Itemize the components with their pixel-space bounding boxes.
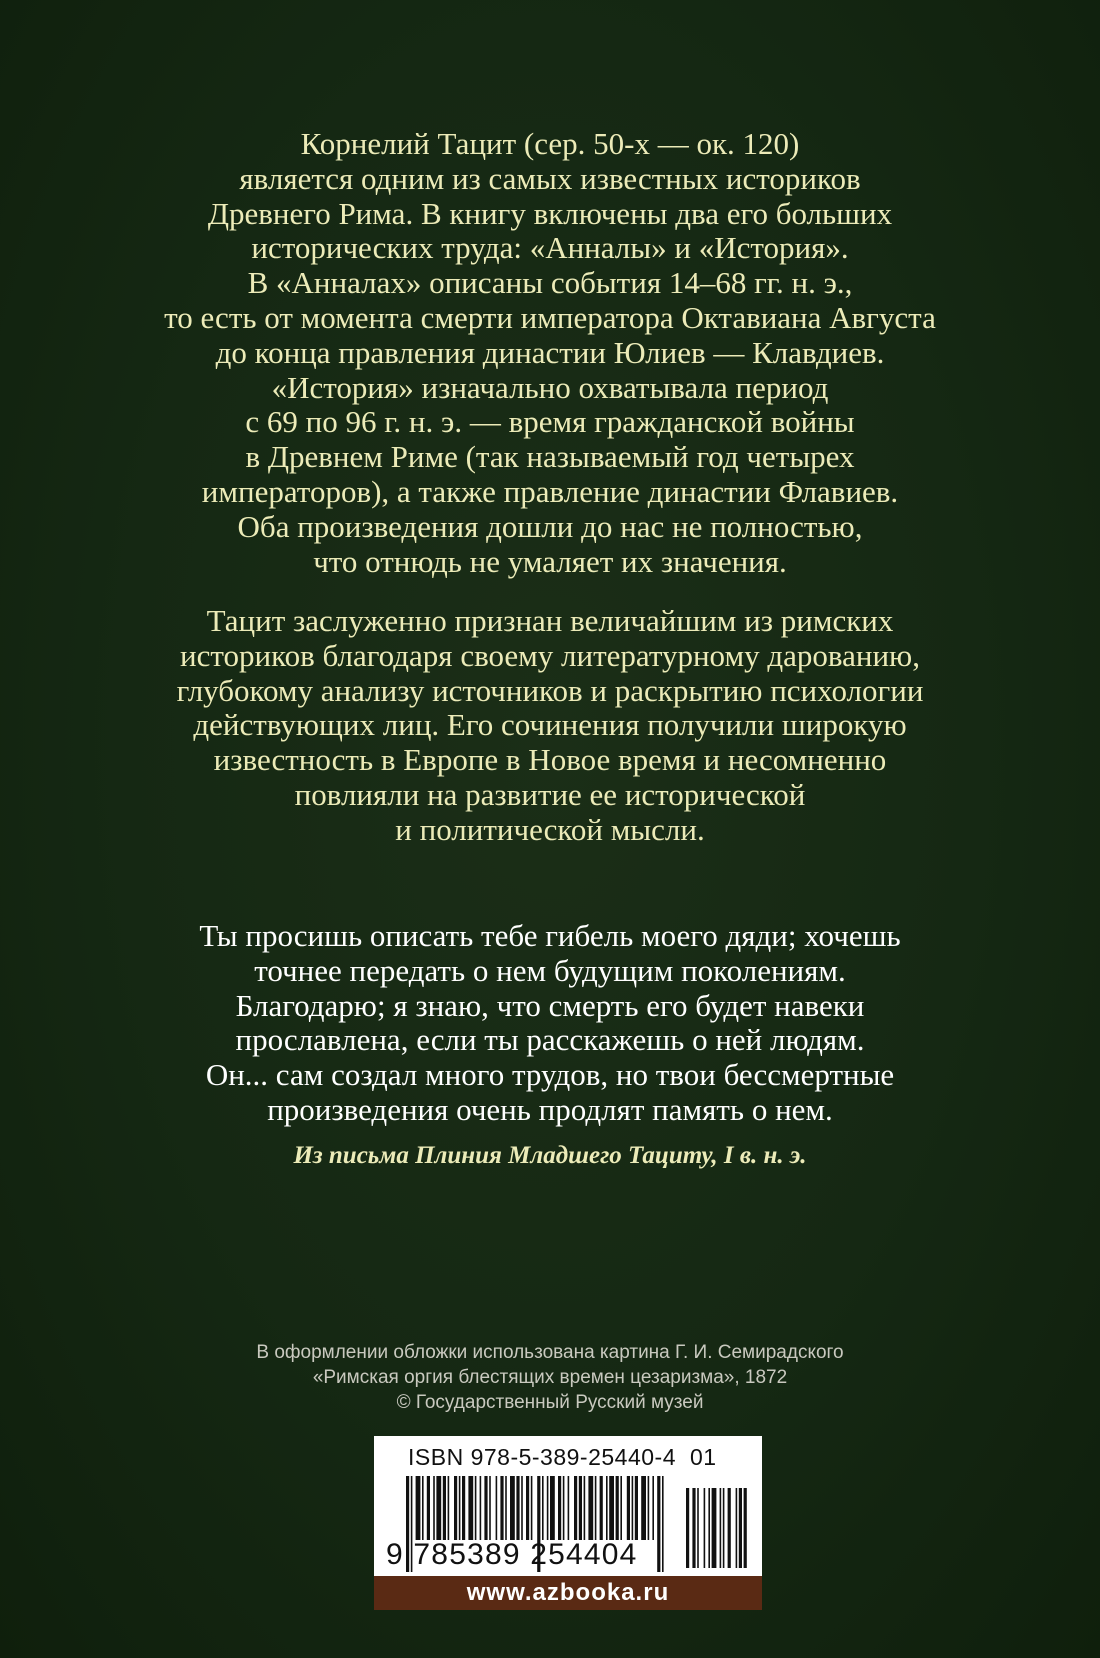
barcode-bar	[433, 1476, 435, 1540]
barcode-bar	[496, 1476, 498, 1540]
barcode-bar	[480, 1476, 482, 1540]
cover-credits	[150, 1340, 950, 1415]
barcode-bar	[500, 1476, 503, 1540]
barcode-bar	[558, 1476, 561, 1540]
barcode-bar	[620, 1476, 622, 1540]
barcode-bar	[712, 1488, 717, 1568]
barcode-bar	[427, 1476, 430, 1540]
barcode-bar	[692, 1488, 695, 1568]
barcode-bar	[584, 1476, 586, 1540]
barcode-bar	[443, 1476, 446, 1540]
barcode-bar	[462, 1476, 465, 1540]
description-line: историков благодаря своему литературному дарованию,	[180, 637, 920, 673]
quote-line: произведения очень продлят память о нем.	[267, 1091, 833, 1127]
quote-line: Он... сам создал много трудов, но твои бессмертные	[205, 1057, 895, 1093]
description-line: «История» изначально охватывала период	[271, 369, 829, 405]
credit-line: В оформлении обложки использована картина Г. И. Семирадского	[256, 1342, 844, 1363]
description-line: с 69 по 96 г. н. э. — время гражданской войны	[245, 404, 855, 440]
barcode-bar	[484, 1476, 487, 1540]
isbn-addon-label: 01	[690, 1444, 717, 1470]
credit-line: «Римская оргия блестящих времен цезаризма», 1872	[312, 1367, 788, 1388]
description-paragraph-1	[60, 127, 1040, 579]
barcode-bar	[662, 1476, 664, 1572]
barcode-bar	[632, 1476, 634, 1540]
description-line: то есть от момента смерти императора Октавиана Августа	[164, 299, 936, 335]
barcode-bar	[542, 1476, 544, 1540]
barcode-bar	[526, 1476, 529, 1540]
barcode-bar	[609, 1476, 614, 1540]
barcode-bar	[563, 1476, 565, 1540]
barcode-bar	[627, 1476, 630, 1540]
description-line: Корнелий Тацит (сер. 50-х — ок. 120)	[300, 126, 800, 161]
barcode-bar	[521, 1476, 523, 1540]
barcode-bar	[489, 1476, 491, 1540]
isbn-label: ISBN 978-5-389-25440-4	[408, 1444, 676, 1470]
description-line: действующих лиц. Его сочинения получили широкую	[193, 707, 907, 743]
description-line: глубокому анализу источников и раскрытию психологии	[176, 672, 924, 708]
barcode-bar	[648, 1476, 650, 1540]
description-line: Древнего Рима. В книгу включены два его больших	[207, 195, 893, 231]
barcode-bar	[579, 1476, 582, 1540]
barcode-bar	[454, 1476, 457, 1540]
barcode-bar	[547, 1476, 549, 1540]
barcode-panel	[374, 1436, 762, 1610]
barcode-bar	[728, 1488, 731, 1568]
barcode-bar	[550, 1476, 555, 1540]
barcode-bar	[635, 1476, 638, 1540]
barcode-bar	[616, 1476, 619, 1540]
barcode-bar	[708, 1488, 710, 1568]
barcode-bar	[652, 1476, 654, 1540]
barcode-bar	[459, 1476, 461, 1540]
description-line: В «Анналах» описаны события 14–68 гг. н. э.,	[247, 265, 853, 301]
barcode-bar	[531, 1476, 533, 1540]
barcode-bar	[468, 1476, 473, 1540]
description-line: Тацит заслуженно признан величайшим из римских	[206, 603, 894, 638]
quote-attribution: Из письма Плиния Младшего Тациту, I в. н. э.	[293, 1142, 807, 1169]
barcode-bar	[723, 1488, 725, 1568]
barcode-bar	[736, 1488, 738, 1568]
barcode-bar	[686, 1488, 689, 1568]
description-line: императоров), а также правление династии Флавиев.	[201, 473, 899, 509]
barcode-bar	[697, 1488, 699, 1568]
barcode-bar	[448, 1476, 450, 1540]
barcode-bar	[606, 1476, 608, 1540]
publisher-url[interactable]: www.azbooka.ru	[374, 1576, 762, 1610]
barcode-bar	[416, 1476, 421, 1540]
barcode-bar	[657, 1476, 660, 1572]
barcode-bar	[516, 1476, 519, 1540]
quote-line: Благодарю; я знаю, что смерть его будет навеки	[235, 987, 865, 1023]
barcode-bar	[641, 1476, 646, 1540]
ean-digits: 9 785389 254404	[386, 1538, 638, 1571]
barcode-bar	[600, 1476, 603, 1540]
quote-line: Ты просишь описать тебе гибель моего дяди; хочешь	[199, 918, 901, 953]
credit-line: © Государственный Русский музей	[396, 1392, 704, 1413]
barcode-bar	[505, 1476, 507, 1540]
description-line: является одним из самых известных историков	[239, 160, 861, 196]
description-line: исторических труда: «Анналы» и «История».	[251, 230, 849, 266]
barcode-bar	[595, 1476, 597, 1540]
description-paragraph-2	[60, 604, 1040, 848]
description-line: в Древнем Риме (так называемый год четырех	[245, 439, 855, 475]
barcode-bar	[510, 1476, 515, 1540]
barcode-bar	[588, 1476, 593, 1540]
barcode-bar	[720, 1488, 722, 1568]
barcode-bar	[475, 1476, 477, 1540]
description-line: и политической мысли.	[395, 811, 705, 847]
description-line: до конца правления династии Юлиев — Клавдиев.	[215, 334, 885, 370]
barcode-bar	[436, 1476, 441, 1540]
quote-line: прославлена, если ты расскажешь о ней людям.	[235, 1022, 865, 1058]
quote-line: точнее передать о нем будущим поколениям.	[254, 952, 846, 988]
barcode-bar	[739, 1488, 742, 1568]
barcode-bar	[744, 1488, 747, 1568]
barcode-bar	[574, 1476, 577, 1540]
pliny-quote	[60, 919, 1040, 1128]
barcode-bar	[422, 1476, 424, 1540]
description-line: известность в Европе в Новое время и несомненно	[213, 742, 887, 778]
barcode-bar	[704, 1488, 706, 1568]
description-line: Оба произведения дошли до нас не полностью,	[237, 508, 863, 544]
description-line: повлияли на развитие ее исторической	[294, 776, 806, 812]
description-line: что отнюдь не умаляет их значения.	[313, 543, 787, 579]
barcode-bar	[568, 1476, 570, 1540]
